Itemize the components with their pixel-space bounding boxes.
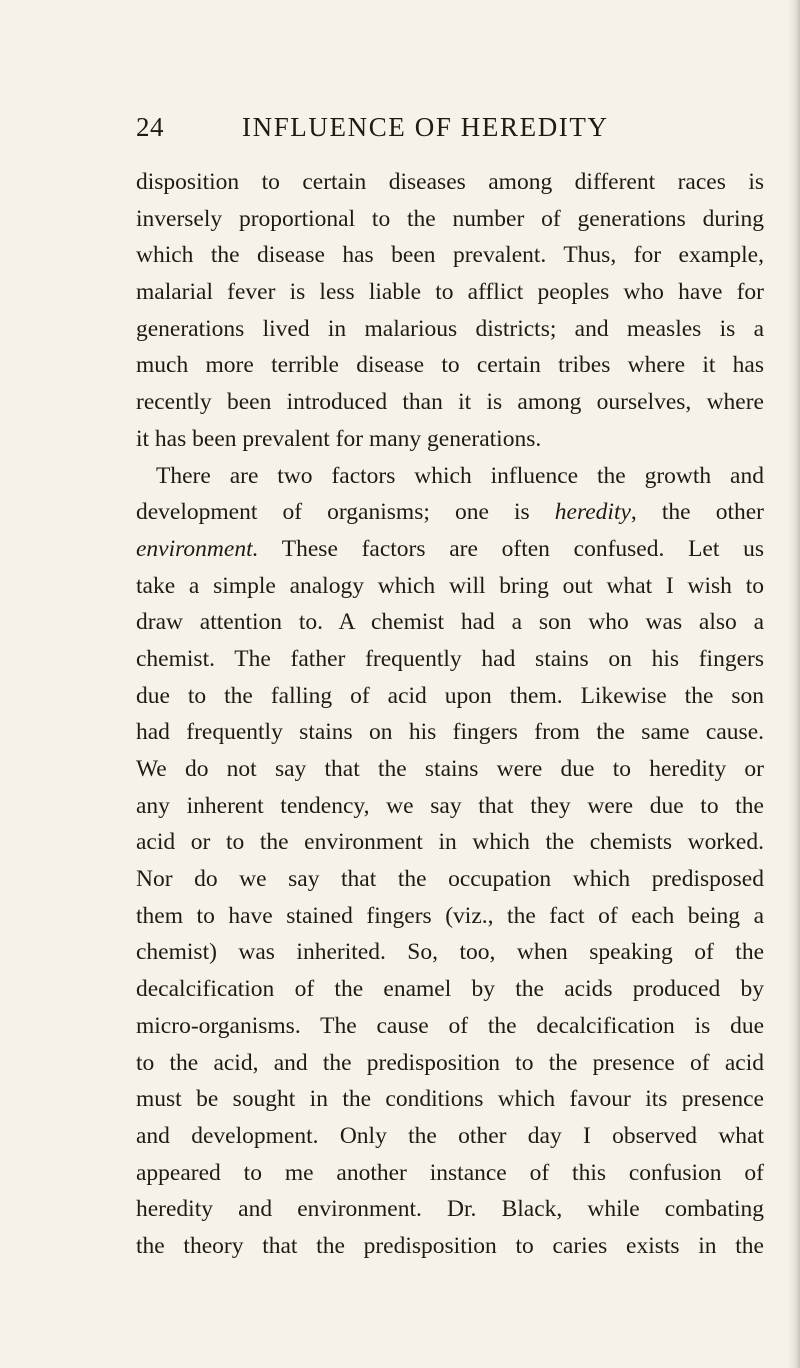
- italic-term: heredity: [554, 499, 631, 526]
- text-line: chemist. The father frequently had stains on his fingers: [136, 645, 764, 672]
- text-line: generations lived in malarious districts; and measles is a: [136, 315, 764, 342]
- text-line: chemist) was inherited. So, too, when speaking of the: [136, 939, 764, 966]
- text-line: recently been introduced than it is among ourselves, where: [136, 389, 764, 416]
- page-edge-shadow: [788, 0, 800, 1368]
- running-head: INFLUENCE OF HEREDITY: [242, 112, 609, 142]
- text-line: inversely proportional to the number of generations during: [136, 205, 764, 232]
- text-line: any inherent tendency, we say that they were due to the: [136, 792, 764, 819]
- text-line: to the acid, and the predisposition to the presence of acid: [136, 1049, 764, 1076]
- text-line: take a simple analogy which will bring out what I wish to: [136, 572, 764, 599]
- text-line: much more terrible disease to certain tribes where it has: [136, 352, 764, 379]
- text-line: malarial fever is less liable to afflict peoples who have for: [136, 279, 764, 306]
- text-line: [136, 531, 764, 568]
- text-line: We do not say that the stains were due to heredity or: [136, 756, 764, 782]
- text-line: had frequently stains on his fingers from the same cause.: [136, 719, 764, 746]
- text-line: which the disease has been prevalent. Thus, for example,: [136, 242, 764, 269]
- page-header: [136, 112, 764, 152]
- text-line: due to the falling of acid upon them. Likewise the son: [136, 682, 764, 709]
- text-line: heredity and environment. Dr. Black, while combating: [136, 1196, 764, 1223]
- italic-term: environment.: [136, 535, 259, 562]
- text-line: appeared to me another instance of this confusion of: [136, 1159, 764, 1186]
- text-line: the theory that the predisposition to caries exists in the: [136, 1232, 764, 1259]
- text-line: decalcification of the enamel by the acids produced by: [136, 976, 764, 1003]
- text-run: , the other: [630, 499, 764, 526]
- text-line: Nor do we say that the occupation which predisposed: [136, 866, 764, 893]
- text-line: and development. Only the other day I observed what: [136, 1122, 764, 1149]
- text-line: them to have stained fingers (viz., the fact of each being a: [136, 902, 764, 929]
- text-line: must be sought in the conditions which favour its presence: [136, 1086, 764, 1113]
- text-line: acid or to the environment in which the chemists worked.: [136, 829, 764, 856]
- text-line: There are two factors which influence the growth and: [156, 462, 764, 489]
- text-line: [136, 494, 764, 531]
- body-text: [136, 164, 764, 1265]
- page-number: 24: [136, 112, 164, 142]
- text-line: draw attention to. A chemist had a son who was also a: [136, 609, 764, 636]
- text-line: disposition to certain diseases among different races is: [136, 169, 764, 195]
- text-run: These factors are often confused. Let us: [258, 535, 764, 562]
- text-line: it has been prevalent for many generations.: [136, 425, 542, 452]
- text-run: development of organisms; one is: [136, 499, 555, 526]
- text-line: micro-organisms. The cause of the decalcification is due: [136, 1012, 764, 1039]
